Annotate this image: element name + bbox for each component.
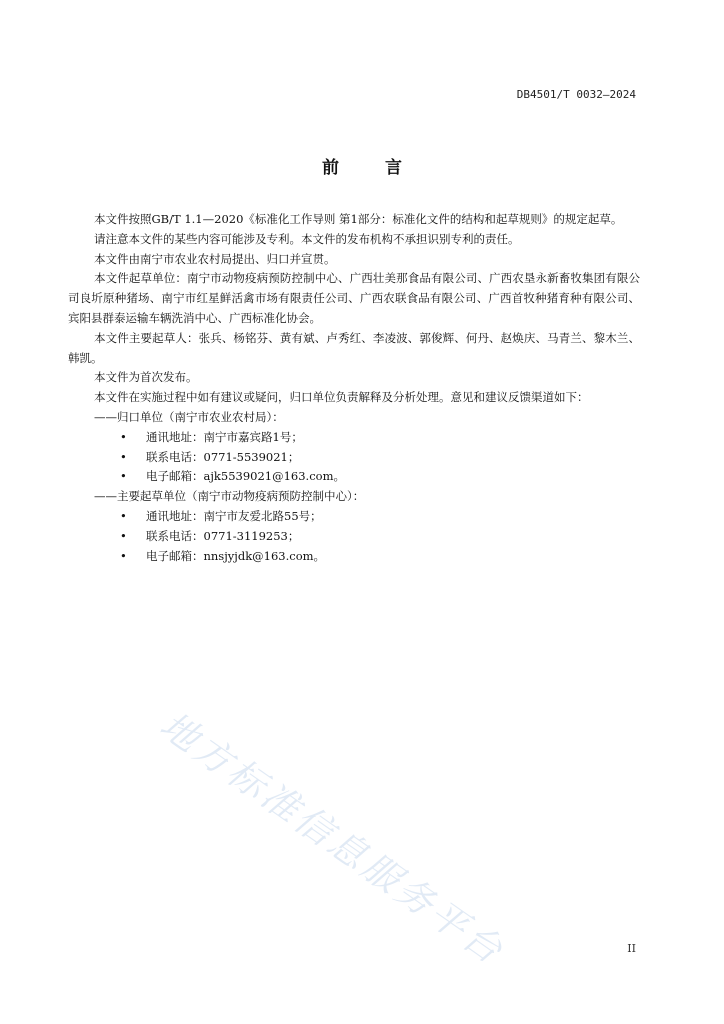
list-item <box>68 428 640 448</box>
bullet-icon: • <box>120 469 127 484</box>
foreword-body <box>68 210 640 566</box>
bullet-icon: • <box>120 449 127 464</box>
contact-phone: 联系电话：0771-5539021； <box>146 449 300 464</box>
list-item <box>68 448 640 468</box>
contact-email: 电子邮箱：nnsjyjdk@163.com。 <box>146 548 326 563</box>
bullet-icon: • <box>120 548 127 563</box>
bullet-icon: • <box>120 429 127 444</box>
contact-address: 通讯地址：南宁市友爱北路55号； <box>146 508 322 523</box>
contact-phone: 联系电话：0771-3119253； <box>146 528 300 543</box>
contact-heading-drafter: ——主要起草单位（南宁市动物疫病预防控制中心）： <box>94 489 365 504</box>
list-item <box>68 527 640 547</box>
title-part-1: 前 <box>322 158 339 178</box>
paragraph-drafting-units: 本文件起草单位：南宁市动物疫病预防控制中心、广西壮美那食品有限公司、广西农垦永新畜牧集团有限公司良圻原种猪场、南宁市红星鲜活禽市场有限责任公司、广西农联食品有限公司、广西首牧种猪育种有限公司、宾阳县群泰运输车辆洗消中心、广西标准化协会。 <box>68 271 640 325</box>
paragraph-proposer: 本文件由南宁市农业农村局提出、归口并宣贯。 <box>94 251 336 266</box>
paragraph-drafting-rules: 本文件按照GB/T 1.1—2020《标准化工作导则 第1部分：标准化文件的结构和起草规则》的规定起草。 <box>94 212 623 226</box>
paragraph-feedback: 本文件在实施过程中如有建议或疑问，归口单位负责解释及分析处理。意见和建议反馈渠道如下： <box>94 390 589 405</box>
watermark: 地方标准信息服务平台 <box>152 703 513 974</box>
bullet-icon: • <box>120 528 127 543</box>
paragraph-drafters: 本文件主要起草人：张兵、杨铭芬、黄有斌、卢秀红、李凌波、郭俊辉、何丹、赵焕庆、马青兰、黎木兰、韩凯。 <box>68 330 640 365</box>
page-title <box>0 153 724 178</box>
paragraph-patent-notice: 请注意本文件的某些内容可能涉及专利。本文件的发布机构不承担识别专利的责任。 <box>94 231 520 246</box>
title-part-2: 言 <box>385 158 402 178</box>
contact-email: 电子邮箱：ajk5539021@163.com。 <box>146 469 345 484</box>
bullet-icon: • <box>120 508 127 523</box>
paragraph-first-release: 本文件为首次发布。 <box>94 370 198 385</box>
list-item <box>68 547 640 567</box>
contact-address: 通讯地址：南宁市嘉宾路1号； <box>146 429 303 444</box>
list-item <box>68 507 640 527</box>
list-item <box>68 467 640 487</box>
document-code: DB4501/T 0032—2024 <box>516 88 636 101</box>
page-number: II <box>627 942 636 955</box>
contact-heading-authority: ——归口单位（南宁市农业农村局）： <box>94 409 284 424</box>
